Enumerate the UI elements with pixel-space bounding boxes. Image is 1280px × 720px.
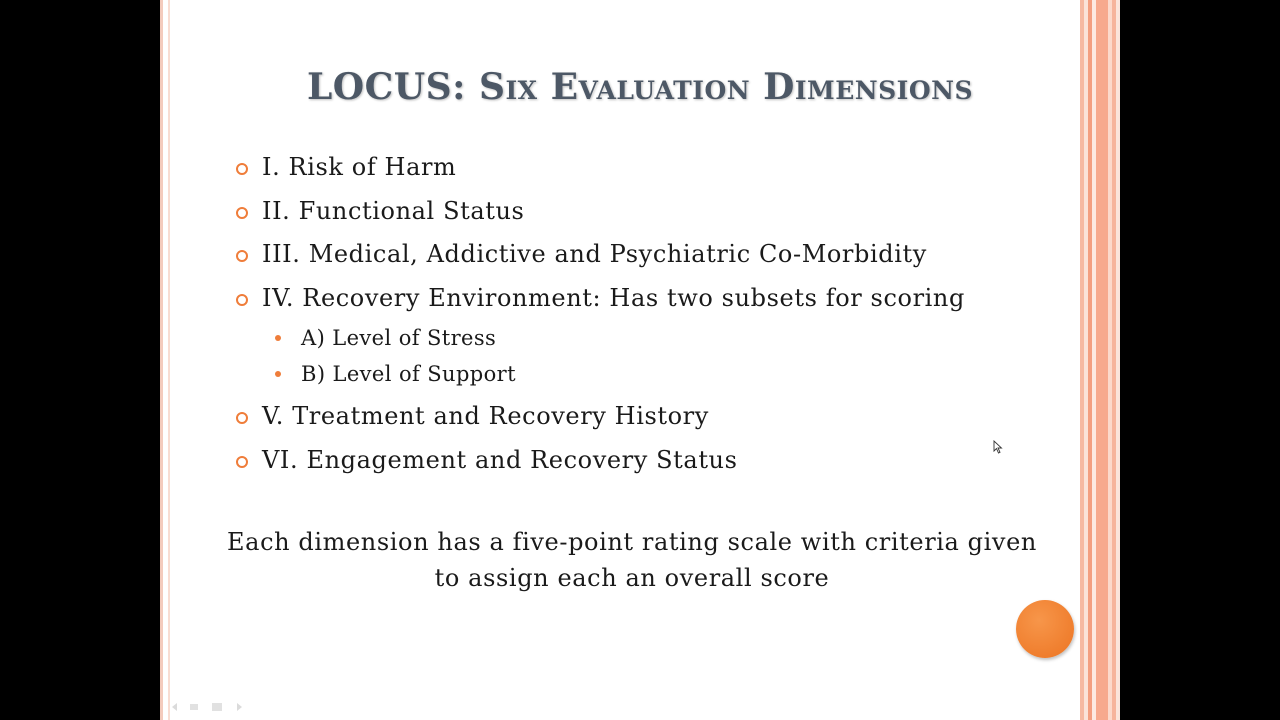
bullet-ring-icon xyxy=(236,412,248,424)
bullet-text: I. Risk of Harm xyxy=(262,153,457,181)
slide-title: LOCUS: Six Evaluation Dimensions xyxy=(306,66,974,108)
bullet-ring-icon xyxy=(236,294,248,306)
left-border-decoration-inner xyxy=(168,0,170,720)
bullet-text: IV. Recovery Environment: Has two subsets for scoring xyxy=(262,283,965,312)
bullet-item-3 xyxy=(234,233,1054,277)
bullet-text: II. Functional Status xyxy=(262,196,525,225)
bullet-item-5 xyxy=(234,395,1054,439)
bullet-list xyxy=(234,146,1054,482)
subbullet-text: A) Level of Stress xyxy=(301,326,497,350)
summary-note: Each dimension has a five-point rating scale with criteria given to assign each an overall score xyxy=(227,528,1037,592)
orange-circle-button[interactable] xyxy=(1016,600,1074,658)
bullet-item-6 xyxy=(234,439,1054,483)
right-stripe-decoration xyxy=(1076,0,1120,720)
left-border-decoration xyxy=(160,0,163,720)
menu-icon xyxy=(212,703,222,711)
bullet-text: VI. Engagement and Recovery Status xyxy=(262,445,738,474)
bullet-text: V. Treatment and Recovery History xyxy=(262,402,709,430)
mouse-pointer-icon xyxy=(993,440,1003,454)
subbullet-text: B) Level of Support xyxy=(301,362,516,386)
subbullet-dot-icon xyxy=(275,371,281,377)
bullet-ring-icon xyxy=(236,207,248,219)
subbullet-item-2 xyxy=(234,356,1054,392)
bullet-ring-icon xyxy=(236,250,248,262)
slide xyxy=(160,0,1120,720)
previous-icon xyxy=(172,703,177,711)
bullet-item-2 xyxy=(234,190,1054,234)
bullet-item-1 xyxy=(234,146,1054,190)
bullet-ring-icon xyxy=(236,163,248,175)
subbullet-dot-icon xyxy=(275,335,281,341)
bullet-item-4 xyxy=(234,277,1054,321)
slideshow-toolbar[interactable] xyxy=(168,700,248,714)
next-icon xyxy=(237,703,242,711)
bullet-text: III. Medical, Addictive and Psychiatric Co-Morbidity xyxy=(262,240,927,268)
subbullet-item-1 xyxy=(234,320,1054,356)
bullet-ring-icon xyxy=(236,456,248,468)
pen-icon xyxy=(190,704,198,710)
